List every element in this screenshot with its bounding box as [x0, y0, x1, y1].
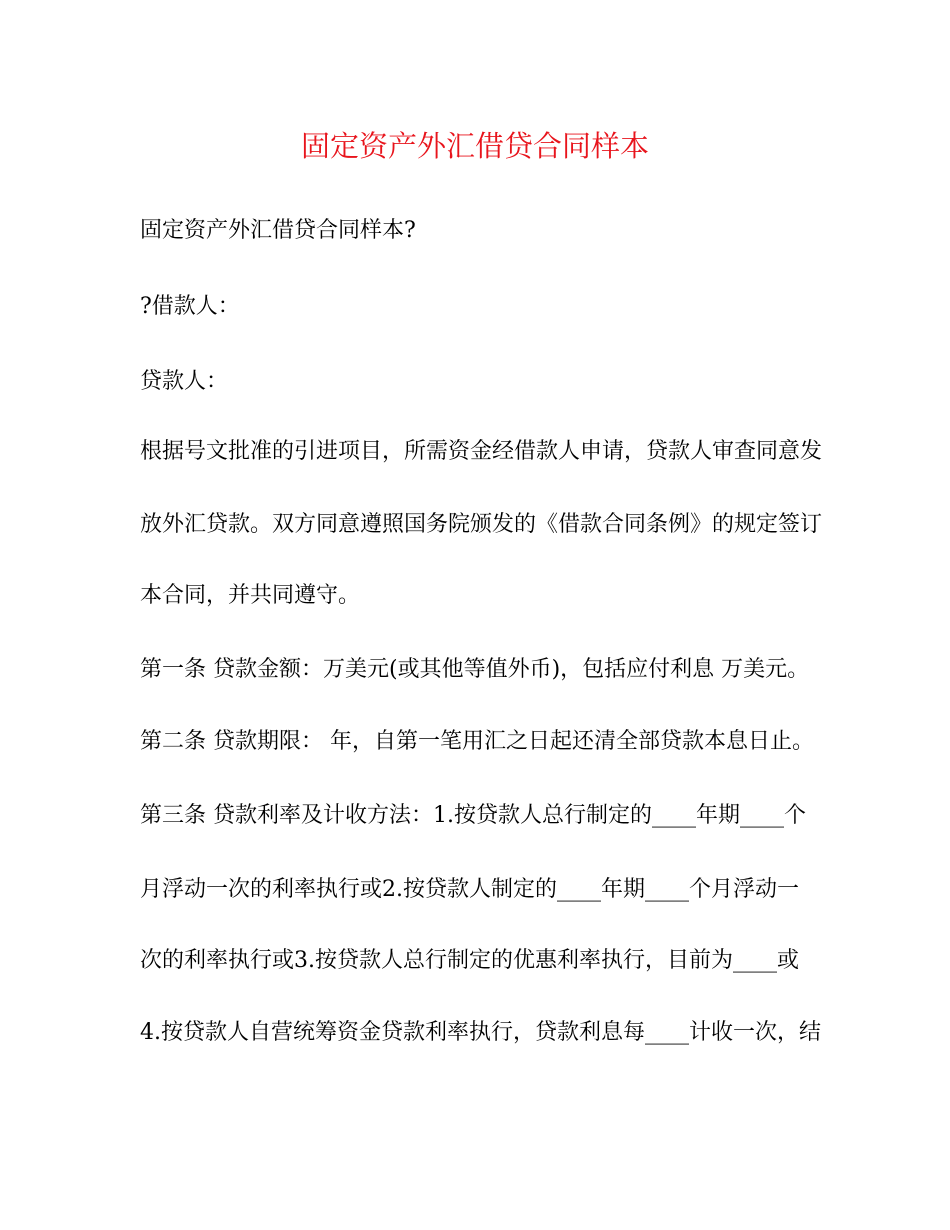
- document-title: 固定资产外汇借贷合同样本: [300, 129, 649, 163]
- clause-3-line: 月浮动一次的利率执行或2.按贷款人制定的____年期____个月浮动一: [140, 877, 799, 902]
- paragraph-lender: 贷款人：: [140, 369, 229, 394]
- paragraph-borrower: ?借款人：: [140, 294, 240, 319]
- paragraph-line: 根据号文批准的引进项目，所需资金经借款人申请，贷款人审查同意发: [140, 439, 823, 464]
- paragraph-line: 放外汇贷款。双方同意遵照国务院颁发的《借款合同条例》的规定签订: [140, 512, 823, 537]
- clause-3-line: 4.按贷款人自营统筹资金贷款利率执行，贷款利息每____计收一次，结: [140, 1020, 821, 1045]
- paragraph-line: 本合同，并共同遵守。: [140, 583, 361, 608]
- clause-1: 第一条 贷款金额：万美元(或其他等值外币)，包括应付利息 万美元。: [140, 657, 810, 682]
- clause-3: 第三条 贷款利率及计收方法：1.按贷款人总行制定的____年期____个: [140, 803, 806, 828]
- clause-3-line: 次的利率执行或3.按贷款人总行制定的优惠利率执行，目前为____或: [140, 948, 799, 973]
- paragraph-heading: 固定资产外汇借贷合同样本?: [140, 218, 416, 243]
- clause-2: 第二条 贷款期限： 年，自第一笔用汇之日起还清全部贷款本息日止。: [140, 729, 814, 754]
